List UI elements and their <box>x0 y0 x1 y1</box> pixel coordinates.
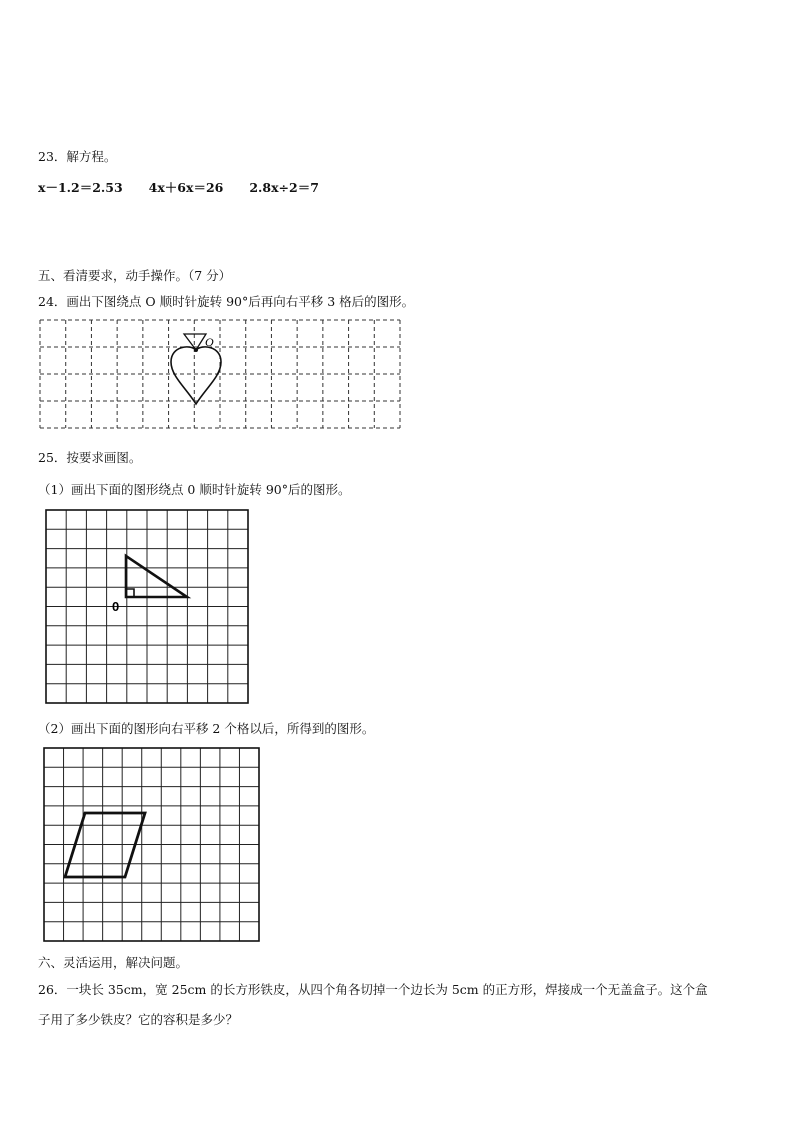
q25-grid-2 <box>44 748 260 942</box>
point-0-label: 0 <box>112 599 120 614</box>
section6-heading: 六、灵活运用，解决问题。 <box>38 955 189 970</box>
point-o <box>194 348 198 352</box>
q25-part1: （1）画出下面的图形绕点 0 顺时针旋转 90°后的图形。 <box>38 482 351 497</box>
equation-3: 2.8x÷2＝7 <box>249 180 319 195</box>
right-triangle <box>126 556 187 597</box>
q24-text: 24．画出下图绕点 O 顺时针旋转 90°后再向右平移 3 格后的图形。 <box>38 294 415 309</box>
section5-heading: 五、看清要求，动手操作。（7 分） <box>38 268 232 283</box>
equation-1: x－1.2＝2.53 <box>38 180 123 195</box>
heart-shape <box>171 347 221 404</box>
point-o-label: O <box>205 335 214 349</box>
q23-equations <box>38 178 341 196</box>
q25-grid-1 <box>46 510 248 704</box>
q26-line1: 26．一块长 35cm，宽 25cm 的长方形铁皮，从四个角各切掉一个边长为 5cm 的正方形，焊接成一个无盖盒子。这个盒 <box>38 982 708 997</box>
q24-dashed-grid <box>40 320 404 432</box>
equation-2: 4x＋6x＝26 <box>148 180 224 195</box>
q26-line2: 子用了多少铁皮？它的容积是多少？ <box>38 1012 239 1027</box>
q25-part2: （2）画出下面的图形向右平移 2 个格以后，所得到的图形。 <box>38 721 375 736</box>
q23-title: 23．解方程。 <box>38 149 117 164</box>
q25-title: 25．按要求画图。 <box>38 450 142 465</box>
